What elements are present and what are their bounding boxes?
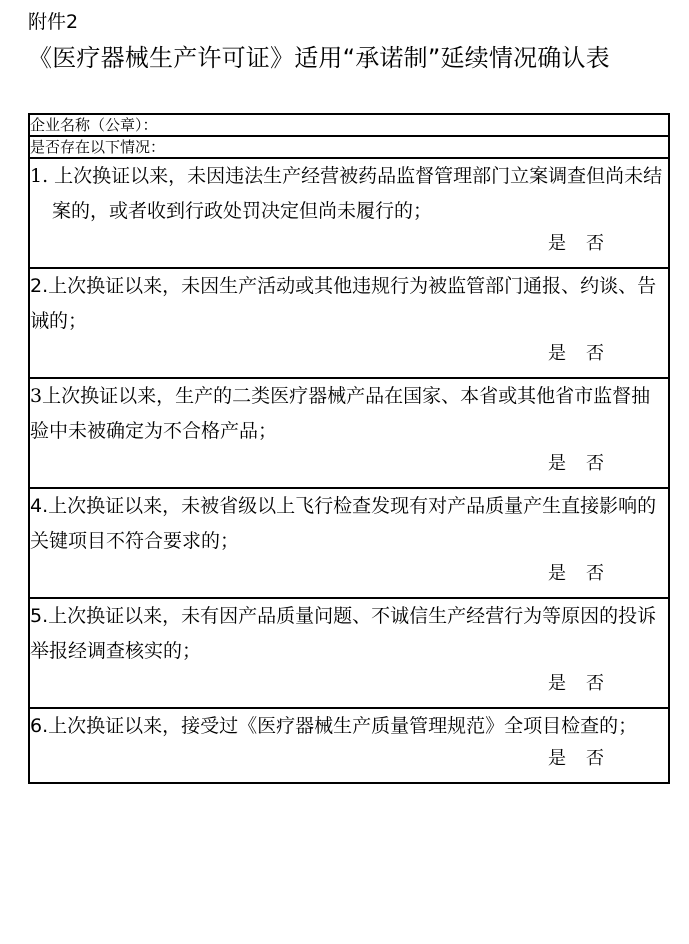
item-5-yes-no	[30, 669, 668, 707]
item-3-text: 3上次换证以来，生产的二类医疗器械产品在国家、本省或其他省市监督抽验中未被确定为不合格产品；	[30, 385, 651, 442]
item-row-6	[29, 708, 669, 783]
item-row-3	[29, 378, 669, 488]
item-row-5	[29, 598, 669, 708]
item-1-yes-option[interactable]: 是	[548, 233, 566, 254]
item-6-no-option[interactable]: 否	[586, 748, 604, 769]
item-1-text: 1. 上次换证以来，未因违法生产经营被药品监督管理部门立案调查但尚未结案的，或者收到行政处罚决定但尚未履行的；	[30, 165, 663, 222]
item-1-no-option[interactable]: 否	[586, 233, 604, 254]
item-4-yes-option[interactable]: 是	[548, 563, 566, 584]
item-5-yes-option[interactable]: 是	[548, 673, 566, 694]
item-3-no-option[interactable]: 否	[586, 453, 604, 474]
item-row-4	[29, 488, 669, 598]
item-6-yes-option[interactable]: 是	[548, 748, 566, 769]
item-2-no-option[interactable]: 否	[586, 343, 604, 364]
item-4-yes-no	[30, 559, 668, 597]
situation-label: 是否存在以下情况：	[29, 136, 669, 158]
item-4-no-option[interactable]: 否	[586, 563, 604, 584]
item-4-text: 4.上次换证以来，未被省级以上飞行检查发现有对产品质量产生直接影响的关键项目不符合要求的；	[30, 495, 657, 552]
item-row-2	[29, 268, 669, 378]
item-5-text: 5.上次换证以来，未有因产品质量问题、不诚信生产经营行为等原因的投诉举报经调查核实的；	[30, 605, 657, 662]
item-2-yes-no	[30, 339, 668, 377]
page-title: 《医疗器械生产许可证》适用“承诺制”延续情况确认表	[28, 44, 610, 72]
company-name-row	[29, 114, 669, 136]
company-name-label: 企业名称（公章）：	[29, 114, 669, 136]
attachment-label: 附件2	[28, 11, 79, 33]
confirmation-table	[28, 113, 670, 784]
item-6-yes-no	[30, 744, 668, 782]
situation-row	[29, 136, 669, 158]
item-2-text: 2.上次换证以来，未因生产活动或其他违规行为被监管部门通报、约谈、告诫的；	[30, 275, 657, 332]
item-3-yes-option[interactable]: 是	[548, 453, 566, 474]
item-5-no-option[interactable]: 否	[586, 673, 604, 694]
item-row-1	[29, 158, 669, 268]
item-2-yes-option[interactable]: 是	[548, 343, 566, 364]
item-6-text: 6.上次换证以来，接受过《医疗器械生产质量管理规范》全项目检查的；	[30, 715, 638, 737]
item-1-yes-no	[30, 229, 668, 267]
item-3-yes-no	[30, 449, 668, 487]
